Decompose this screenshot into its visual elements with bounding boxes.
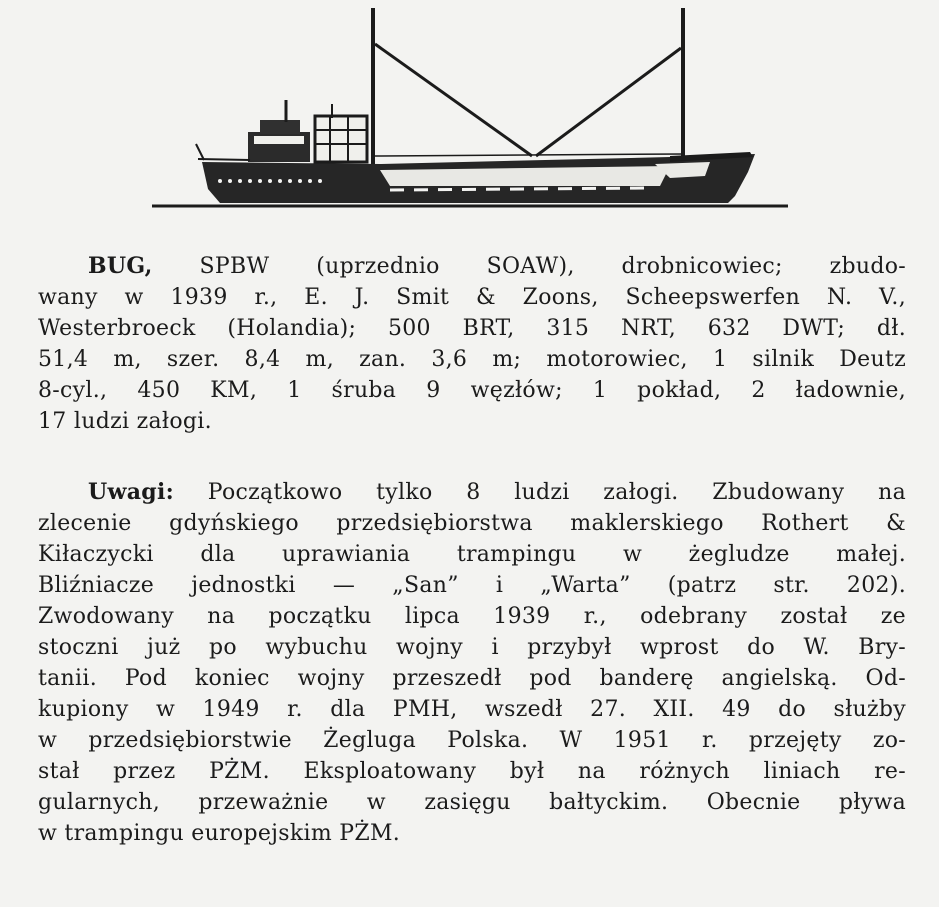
remarks-line-1: Uwagi: Początkowo tylko 8 ludzi załogi. Zbudowany na bbox=[88, 479, 906, 505]
rigging-line bbox=[373, 154, 683, 156]
entry-line: 17 ludzi załogi. bbox=[38, 409, 212, 434]
derrick-boom-fore bbox=[375, 44, 532, 156]
entry-line: 51,4 m, szer. 8,4 m, zan. 3,6 m; motorowiec, 1 silnik Deutz bbox=[38, 347, 906, 372]
wheelhouse bbox=[260, 120, 300, 134]
entry-line: Westerbroeck (Holandia); 500 BRT, 315 NRT, 632 DWT; dł. bbox=[38, 316, 906, 341]
remarks-label: Uwagi: bbox=[88, 479, 175, 505]
entry-line: 8-cyl., 450 KM, 1 śruba 9 węzłów; 1 pokład, 2 ładownie, bbox=[38, 378, 906, 403]
stern-rail bbox=[198, 159, 250, 160]
deckhouse bbox=[315, 116, 367, 162]
derrick-boom-aft bbox=[536, 48, 681, 156]
remarks-line: tanii. Pod koniec wojny przeszedł pod banderę angielską. Od- bbox=[38, 666, 906, 691]
bridge-windows bbox=[254, 136, 304, 144]
remarks-line: zlecenie gdyńskiego przedsiębiorstwa maklerskiego Rothert & bbox=[38, 511, 906, 536]
remarks-line: Kiłaczycki dla uprawiania trampingu w żegludze małej. bbox=[38, 542, 906, 567]
remarks-line: Bliźniacze jednostki — „San” i „Warta” (patrz str. 202). bbox=[38, 573, 906, 598]
ship-illustration bbox=[150, 4, 790, 214]
remarks-section bbox=[38, 477, 906, 849]
remarks-line: gularnych, przeważnie w zasięgu bałtyckim. Obecnie pływa bbox=[38, 790, 906, 815]
entry-line-1: BUG, SPBW (uprzednio SOAW), drobnicowiec; zbudo- bbox=[88, 253, 906, 279]
remarks-line: stoczni już po wybuchu wojny i przybył wprost do W. Bry- bbox=[38, 635, 906, 660]
remarks-line: stał przez PŻM. Eksploatowany był na różnych liniach re- bbox=[38, 759, 906, 784]
remarks-line: Zwodowany na początku lipca 1939 r., odebrany został ze bbox=[38, 604, 906, 629]
remarks-line: w trampingu europejskim PŻM. bbox=[38, 821, 401, 846]
remarks-line: w przedsiębiorstwie Żegluga Polska. W 1951 r. przejęty zo- bbox=[38, 728, 906, 753]
remarks-line: kupiony w 1949 r. dla PMH, wszedł 27. XII. 49 do służby bbox=[38, 697, 906, 722]
ship-entry bbox=[38, 251, 906, 437]
ship-name: BUG, bbox=[88, 253, 153, 279]
entry-line: wany w 1939 r., E. J. Smit & Zoons, Scheepswerfen N. V., bbox=[38, 285, 906, 310]
